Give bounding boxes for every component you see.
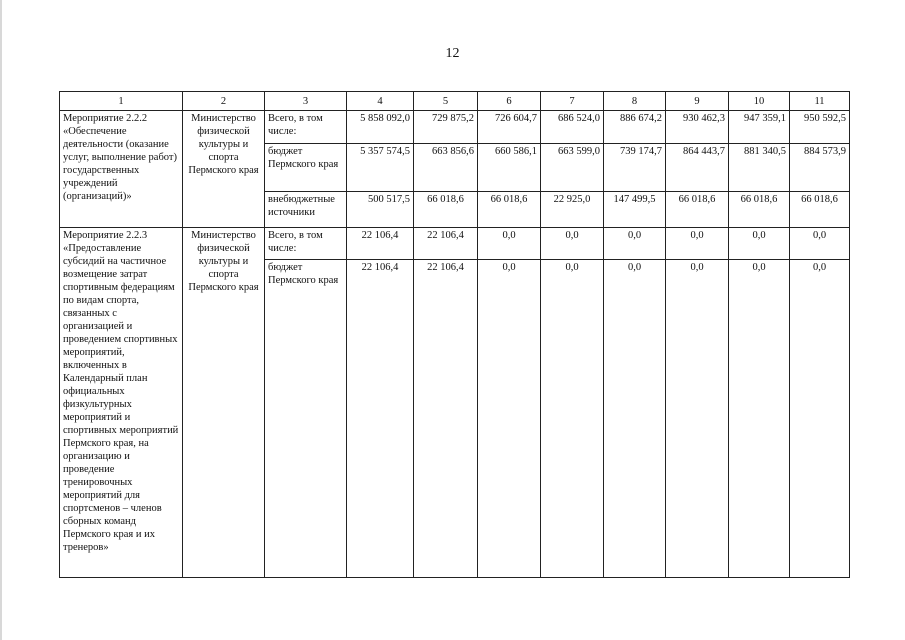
value-cell: 950 592,5: [790, 111, 850, 144]
value-cell: 663 856,6: [414, 144, 478, 192]
value-cell: 66 018,6: [666, 192, 729, 228]
column-header: 6: [478, 92, 541, 111]
activity-name: Мероприятие 2.2.2 «Обеспечение деятельности (оказание услуг, выполнение работ) государственных учреждений (организаций)»: [60, 111, 183, 228]
column-header: 4: [347, 92, 414, 111]
value-cell: 0,0: [666, 228, 729, 260]
value-cell: 0,0: [478, 228, 541, 260]
value-cell: 66 018,6: [729, 192, 790, 228]
column-header: 3: [265, 92, 347, 111]
executor: Министерство физической культуры и спорта Пермского края: [183, 228, 265, 578]
value-cell: 0,0: [541, 228, 604, 260]
funding-source: бюджет Пермского края: [265, 144, 347, 192]
value-cell: 5 357 574,5: [347, 144, 414, 192]
value-cell: 947 359,1: [729, 111, 790, 144]
value-cell: 0,0: [790, 228, 850, 260]
table-row: [60, 228, 850, 260]
column-header: 5: [414, 92, 478, 111]
value-cell: 500 517,5: [347, 192, 414, 228]
column-header: 8: [604, 92, 666, 111]
funding-source: Всего, в том числе:: [265, 111, 347, 144]
value-cell: 0,0: [729, 260, 790, 578]
page-number: 12: [445, 46, 460, 61]
funding-source: Всего, в том числе:: [265, 228, 347, 260]
column-header: 11: [790, 92, 850, 111]
column-header: 2: [183, 92, 265, 111]
value-cell: 864 443,7: [666, 144, 729, 192]
value-cell: 0,0: [541, 260, 604, 578]
column-header: 7: [541, 92, 604, 111]
value-cell: 22 106,4: [347, 228, 414, 260]
value-cell: 686 524,0: [541, 111, 604, 144]
value-cell: 147 499,5: [604, 192, 666, 228]
funding-source: внебюджетные источники: [265, 192, 347, 228]
value-cell: 729 875,2: [414, 111, 478, 144]
executor: Министерство физической культуры и спорта Пермского края: [183, 111, 265, 228]
value-cell: 0,0: [604, 260, 666, 578]
budget-table: [59, 91, 850, 578]
value-cell: 881 340,5: [729, 144, 790, 192]
value-cell: 930 462,3: [666, 111, 729, 144]
value-cell: 726 604,7: [478, 111, 541, 144]
value-cell: 5 858 092,0: [347, 111, 414, 144]
scan-edge: [0, 0, 2, 640]
value-cell: 66 018,6: [478, 192, 541, 228]
value-cell: 66 018,6: [414, 192, 478, 228]
value-cell: 0,0: [478, 260, 541, 578]
value-cell: 66 018,6: [790, 192, 850, 228]
value-cell: 660 586,1: [478, 144, 541, 192]
header-row: [60, 92, 850, 111]
column-header: 10: [729, 92, 790, 111]
table-row: [60, 111, 850, 144]
value-cell: 663 599,0: [541, 144, 604, 192]
value-cell: 739 174,7: [604, 144, 666, 192]
value-cell: 0,0: [790, 260, 850, 578]
value-cell: 0,0: [729, 228, 790, 260]
column-header: 1: [60, 92, 183, 111]
funding-source: бюджет Пермского края: [265, 260, 347, 578]
value-cell: 22 106,4: [414, 260, 478, 578]
value-cell: 886 674,2: [604, 111, 666, 144]
value-cell: 22 106,4: [347, 260, 414, 578]
value-cell: 22 925,0: [541, 192, 604, 228]
value-cell: 22 106,4: [414, 228, 478, 260]
value-cell: 884 573,9: [790, 144, 850, 192]
value-cell: 0,0: [666, 260, 729, 578]
activity-name: Мероприятие 2.2.3 «Предоставление субсидий на частичное возмещение затрат спортивным федерациям по видам спорта, связанных с организацией и проведением спортивных мероприятий, включенных в Календарный план официальных физкультурных мероприятий и спортивных мероприятий Пермского края, на организацию и проведение тренировочных мероприятий для спортсменов – членов сборных команд Пермского края и их тренеров»: [60, 228, 183, 578]
column-header: 9: [666, 92, 729, 111]
value-cell: 0,0: [604, 228, 666, 260]
